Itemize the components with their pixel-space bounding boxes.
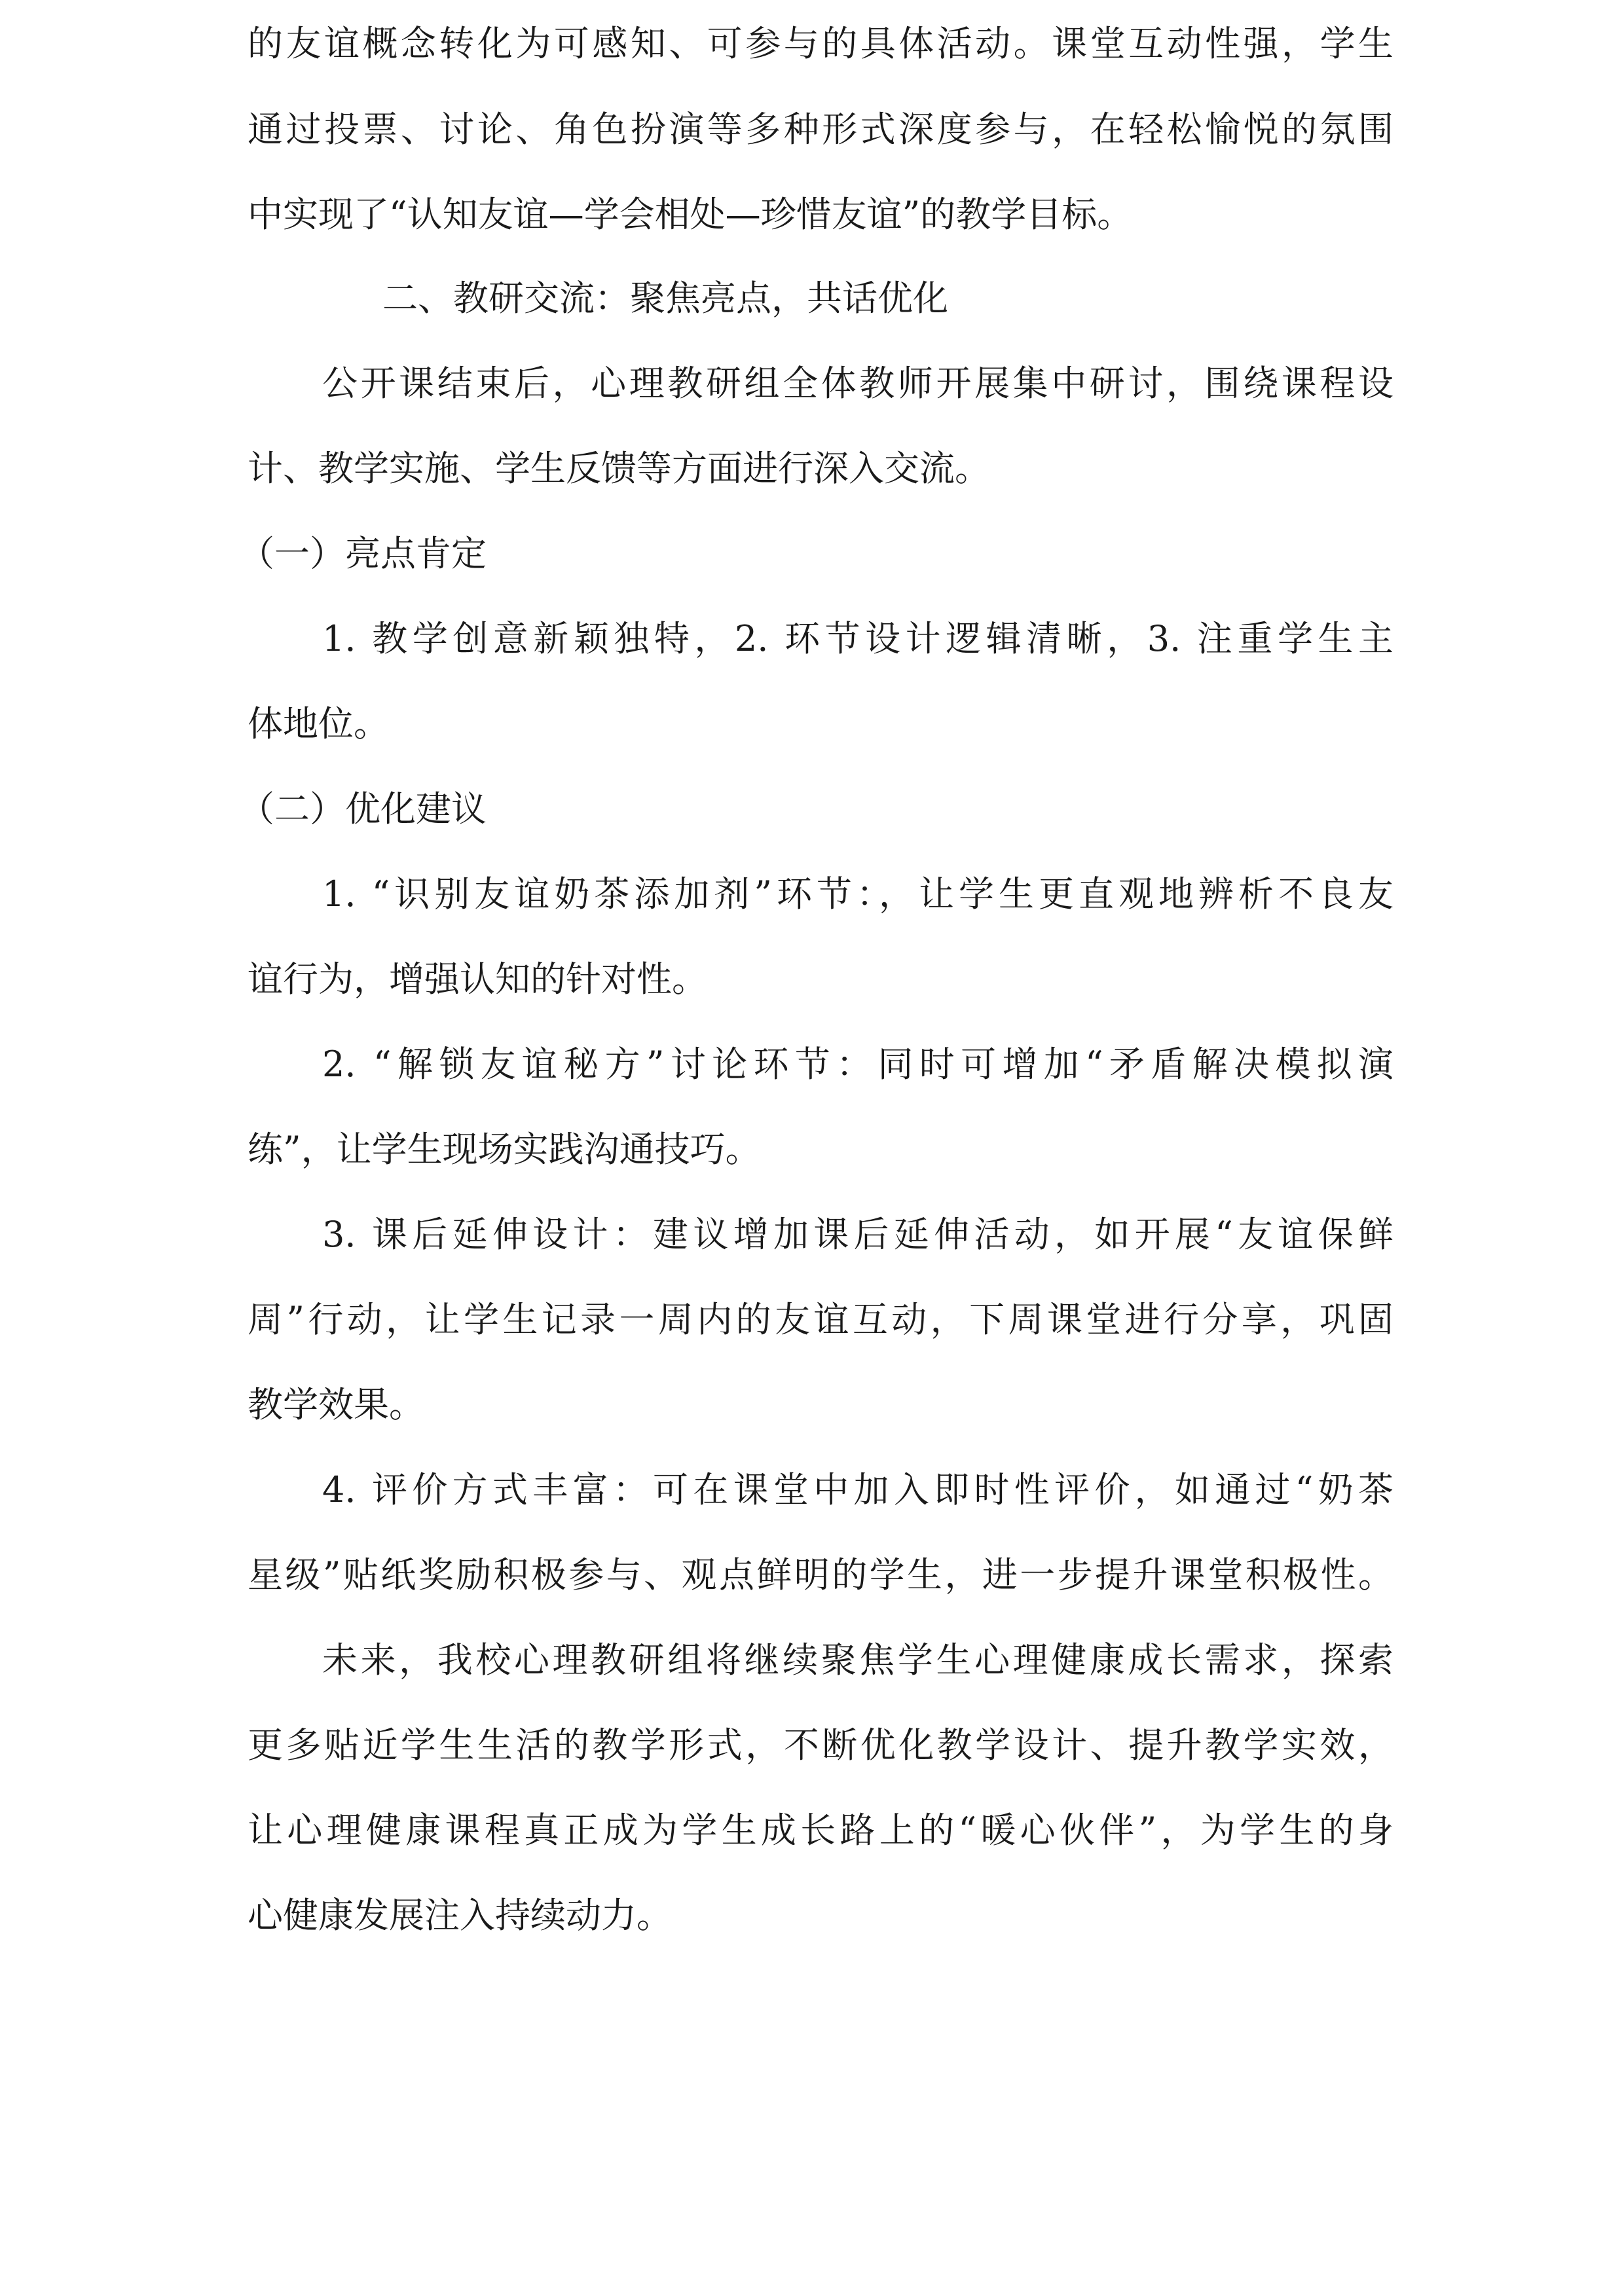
paragraph-line: 更多贴近学生生活的教学形式，不断优化教学设计、提升教学实效， <box>248 1724 1393 1766</box>
paragraph-line: 体地位。 <box>248 703 389 744</box>
paragraph-line: 计、教学实施、学生反馈等方面进行深入交流。 <box>248 448 990 489</box>
list-item-line: 4. 评价方式丰富：可在课堂中加入即时性评价，如通过“奶茶 <box>322 1469 1393 1510</box>
paragraph-line: 公开课结束后，心理教研组全体教师开展集中研讨，围绕课程设 <box>322 363 1393 404</box>
paragraph-line: 的友谊概念转化为可感知、可参与的具体活动。课堂互动性强，学生 <box>248 23 1393 64</box>
paragraph-line: 通过投票、讨论、角色扮演等多种形式深度参与，在轻松愉悦的氛围 <box>248 109 1393 150</box>
paragraph-line: 中实现了“认知友谊—学会相处—珍惜友谊”的教学目标。 <box>248 194 1133 235</box>
paragraph-line: 让心理健康课程真正成为学生成长路上的“暖心伙伴”，为学生的身 <box>248 1810 1393 1851</box>
list-item-line: 练”，让学生现场实践沟通技巧。 <box>248 1129 761 1170</box>
list-item-line: 星级”贴纸奖励积极参与、观点鲜明的学生，进一步提升课堂积极性。 <box>248 1554 1393 1595</box>
paragraph-line: 心健康发展注入持续动力。 <box>248 1895 672 1936</box>
list-item-line: 谊行为，增强认知的针对性。 <box>248 958 707 1000</box>
list-item-line: 3. 课后延伸设计：建议增加课后延伸活动，如开展“友谊保鲜 <box>322 1214 1393 1255</box>
list-item-line: 2. “解锁友谊秘方”讨论环节：同时可增加“矛盾解决模拟演 <box>322 1044 1393 1085</box>
paragraph-line: 1. 教学创意新颖独特，2. 环节设计逻辑清晰，3. 注重学生主 <box>322 618 1393 659</box>
section-heading: 二、教研交流：聚焦亮点，共话优化 <box>382 278 948 319</box>
subsection-heading: （一）亮点肯定 <box>239 533 487 574</box>
list-item-line: 教学效果。 <box>248 1384 424 1425</box>
list-item-line: 1. “识别友谊奶茶添加剂”环节：，让学生更直观地辨析不良友 <box>322 873 1393 915</box>
subsection-heading: （二）优化建议 <box>239 788 487 829</box>
list-item-line: 周”行动，让学生记录一周内的友谊互动，下周课堂进行分享，巩固 <box>248 1299 1393 1340</box>
paragraph-line: 未来，我校心理教研组将继续聚焦学生心理健康成长需求，探索 <box>322 1639 1393 1681</box>
